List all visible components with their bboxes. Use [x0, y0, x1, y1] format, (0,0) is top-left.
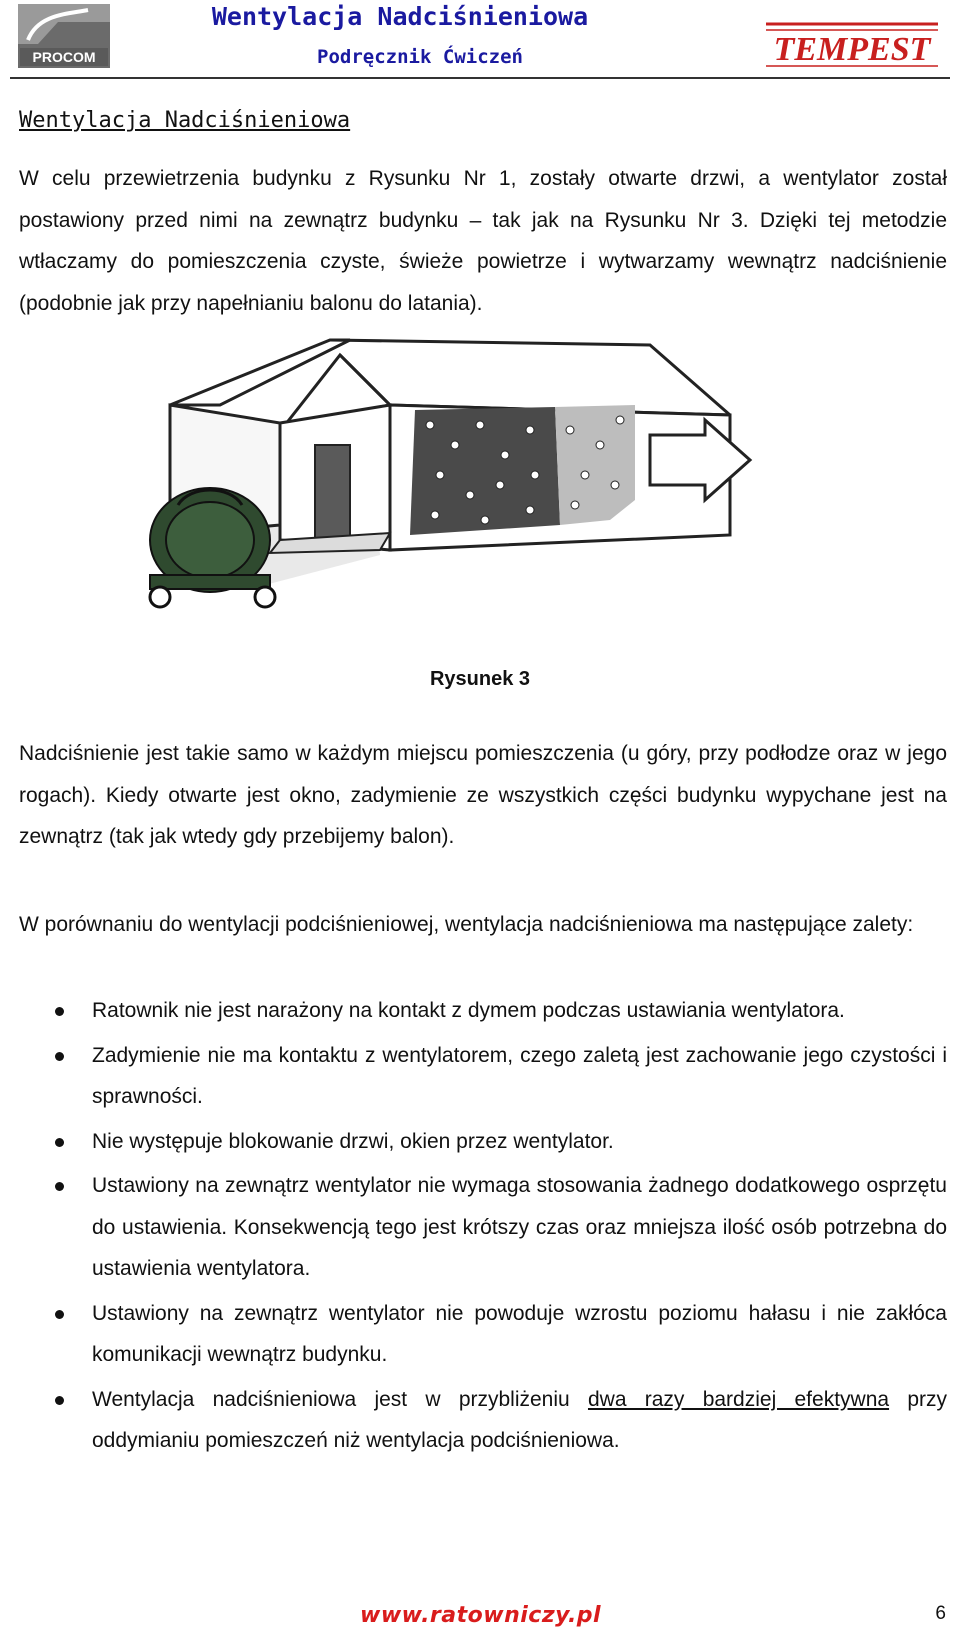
header-subtitle: Podręcznik Ćwiczeń	[317, 46, 523, 68]
bullet-icon	[55, 1182, 64, 1191]
bullet-icon	[55, 1396, 64, 1405]
list-item-text-after: przy oddymianiu pomieszczeń niż wentylacja podciśnieniowa.	[92, 1387, 947, 1452]
list-item-text: Ratownik nie jest narażony na kontakt z dymem podczas ustawiania wentylatora.	[92, 999, 845, 1022]
comparison-paragraph: W porównaniu do wentylacji podciśnieniowej, wentylacja nadciśnieniowa ma następujące zalety:	[19, 913, 914, 936]
figure-caption: Rysunek 3	[429, 668, 531, 690]
bullet-icon	[55, 1138, 64, 1147]
intro-paragraph: W celu przewietrzenia budynku z Rysunku Nr 1, zostały otwarte drzwi, a wentylator został postawiony przed nimi na zewnątrz budynku – tak jak na Rysunku Nr 3. Dzięki tej metodzie wtłaczamy do pomieszczenia czyste, świeże powietrze i wytwarzamy wewnątrz nadciśnienie (podobnie jak przy napełnianiu balonu do latania).	[19, 167, 947, 315]
list-item-text-before: Wentylacja nadciśnieniowa jest w przybliżeniu	[92, 1387, 588, 1411]
bullet-icon	[55, 1052, 64, 1061]
procom-logo-text: PROCOM	[32, 49, 96, 65]
page-header	[0, 0, 960, 80]
list-item-text: Ustawiony na zewnątrz wentylator nie powoduje wzrostu poziomu hałasu i nie zakłóca komunikacji wewnątrz budynku.	[92, 1301, 947, 1366]
tempest-logo	[762, 14, 942, 70]
list-item-text: Zadymienie nie ma kontaktu z wentylatorem, czego zaletą jest zachowanie jego czystości i sprawności.	[92, 1043, 947, 1108]
bullet-icon	[55, 1310, 64, 1319]
header-title: Wentylacja Nadciśnieniowa	[211, 2, 589, 31]
tempest-logo-text: TEMPEST	[773, 31, 931, 68]
list-item	[19, 1165, 947, 1290]
list-item	[19, 1293, 947, 1376]
list-item-text: Ustawiony na zewnątrz wentylator nie wymaga stosowania żadnego dodatkowego osprzętu do ustawienia. Konsekwencją tego jest krótszy czas oraz mniejsza ilość osób potrzebna do ustawienia wentylatora.	[92, 1174, 947, 1280]
footer-site-logo[interactable]	[360, 1603, 601, 1628]
procom-logo	[18, 4, 110, 68]
pressure-paragraph: Nadciśnienie jest takie samo w każdym miejscu pomieszczenia (u góry, przy podłodze oraz w jego rogach). Kiedy otwarte jest okno, zadymienie ze wszystkich części budynku wypychane jest na zewnątrz (tak jak wtedy gdy przebijemy balon).	[19, 742, 947, 848]
page-number: 6	[935, 1603, 946, 1624]
ventilator-fan	[150, 488, 275, 607]
building-ventilation-illustration	[90, 335, 810, 635]
list-item-text: Nie występuje blokowanie drzwi, okien przez wentylator.	[92, 1129, 614, 1153]
footer-site-text[interactable]: www.ratowniczy.pl	[360, 1603, 602, 1628]
list-item	[19, 1379, 947, 1462]
list-item	[19, 1035, 947, 1118]
header-divider	[10, 77, 950, 79]
emphasis-underlined: dwa razy bardziej efektywna	[587, 1387, 890, 1411]
bullet-icon	[55, 1007, 64, 1016]
list-item	[19, 990, 947, 1032]
advantages-list	[19, 990, 947, 1465]
section-title: Wentylacja Nadciśnieniowa	[19, 108, 351, 133]
list-item	[19, 1121, 947, 1163]
